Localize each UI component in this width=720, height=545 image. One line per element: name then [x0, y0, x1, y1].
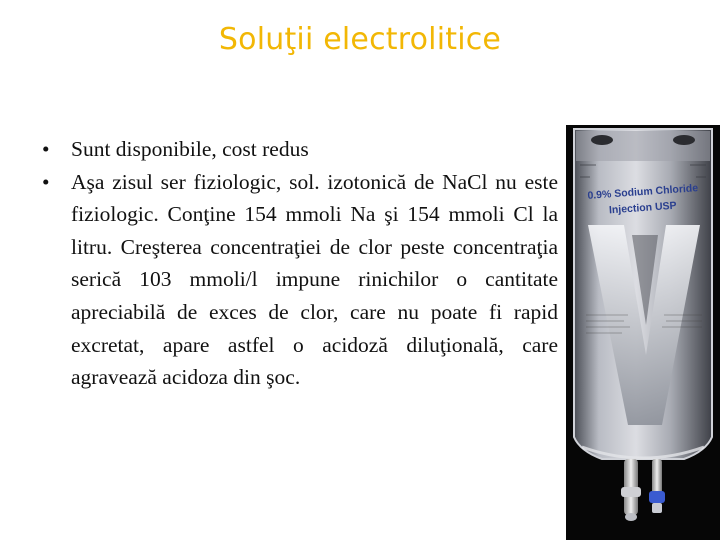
bullet-item	[42, 166, 558, 394]
bag-label-line2: Injection USP	[608, 199, 677, 217]
bullet-list	[42, 133, 558, 394]
iv-bag-photo	[566, 125, 720, 540]
bullet-marker: •	[42, 169, 50, 194]
bullet-marker: •	[42, 137, 50, 161]
bullet-item	[42, 133, 558, 166]
bullet-text: Aşa zisul ser fiziologic, sol. izotonică de NaCl nu este fiziologic. Conţine 154 mmoli Na şi 154 mmoli Cl la litru. Creşterea concentraţiei de clor peste concentraţia serică 103 mmoli/l impune rinichilor o cantitate apreciabilă de exces de clor, care nu poate fi rapid excretat, apare astfel o acidoză diluţională, care agravează acidoza din şoc.	[71, 169, 558, 390]
iv-bag-illustration	[566, 125, 720, 540]
slide-title: Soluţii electrolitice	[218, 22, 502, 57]
bullet-text: Sunt disponibile, cost redus	[71, 137, 309, 161]
bag-label-line1: 0.9% Sodium Chloride	[587, 182, 699, 202]
